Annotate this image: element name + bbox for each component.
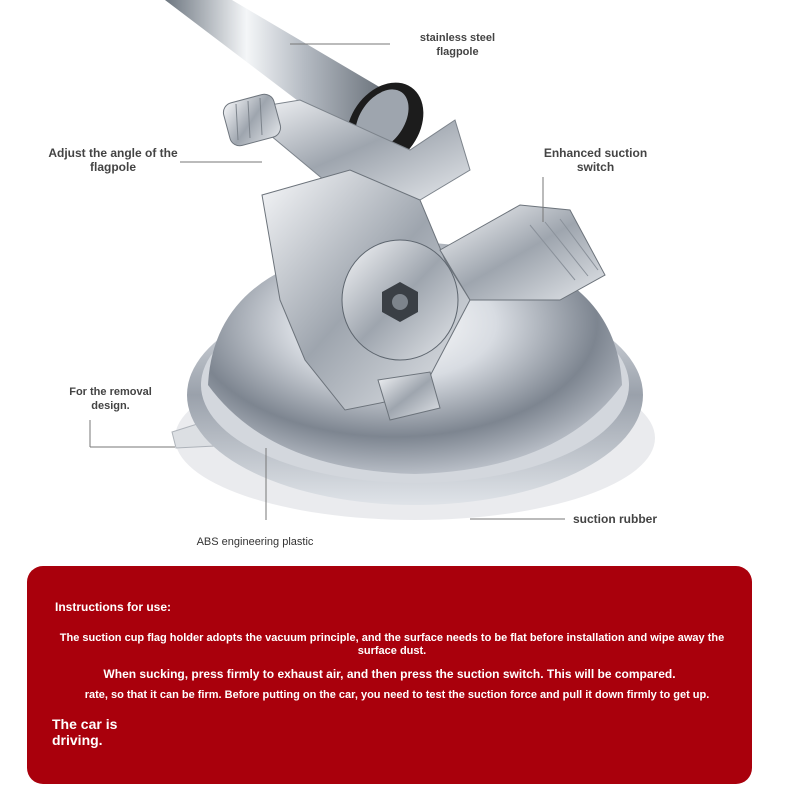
plastic-label: ABS engineering plastic: [196, 536, 314, 548]
instructions-line-4: The car is driving.: [52, 716, 118, 748]
instructions-line-2: When sucking, press firmly to exhaust air, and then press the suction switch. This will be compared.: [103, 667, 676, 681]
flagpole-label: stainless steel flagpole: [419, 32, 496, 58]
instructions-heading: Instructions for use:: [55, 600, 172, 614]
rubber-label: suction rubber: [573, 512, 658, 526]
removal-label: For the removal design.: [69, 386, 152, 412]
instructions-line-1: The suction cup flag holder adopts the vacuum principle, and the surface needs to be flat before installation and wipe away the surface dust.: [59, 632, 725, 657]
instructions-panel: [27, 566, 752, 784]
angle-label: Adjust the angle of the flagpole: [48, 146, 178, 174]
instructions-line-3: rate, so that it can be firm. Before putting on the car, you need to test the suction force and pull it down firmly to get up.: [84, 689, 710, 701]
switch-label: Enhanced suction switch: [543, 146, 648, 174]
